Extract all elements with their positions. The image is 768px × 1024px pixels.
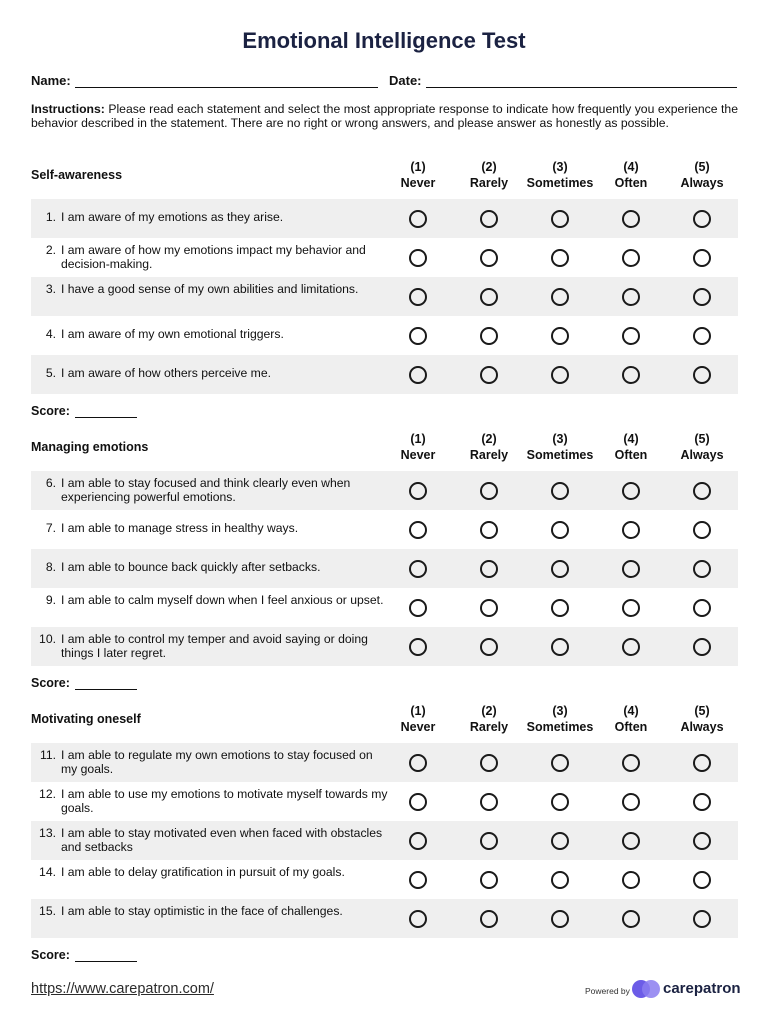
radio-option-2[interactable] — [480, 599, 498, 617]
question-row — [31, 238, 738, 277]
instructions-text: Please read each statement and select the most appropriate response to indicate how frequently you experience the behavior described in the statement. There are no right or wrong answers, and please answer as honestly as possible. — [31, 102, 738, 130]
scale-label: Often — [614, 176, 648, 190]
radio-option-1[interactable] — [409, 210, 427, 228]
radio-option-4[interactable] — [622, 288, 640, 306]
radio-option-4[interactable] — [622, 599, 640, 617]
score-label: Score: — [31, 676, 70, 690]
carepatron-brand: carepatron — [663, 980, 741, 997]
scale-number: (1) — [410, 704, 426, 718]
radio-option-5[interactable] — [693, 288, 711, 306]
scale-label: Never — [400, 176, 436, 190]
instructions — [31, 103, 738, 130]
radio-option-1[interactable] — [409, 560, 427, 578]
radio-option-4[interactable] — [622, 210, 640, 228]
scale-header-3 — [520, 703, 600, 735]
scale-header-3 — [520, 159, 600, 191]
question-text: I have a good sense of my own abilities and limitations. — [61, 282, 359, 296]
radio-option-3[interactable] — [551, 288, 569, 306]
scale-header-5 — [662, 703, 742, 735]
question-number: 15. — [39, 904, 56, 918]
scale-header-5 — [662, 159, 742, 191]
radio-option-1[interactable] — [409, 638, 427, 656]
radio-option-2[interactable] — [480, 832, 498, 850]
question-number: 14. — [39, 865, 56, 879]
question-text: I am able to delay gratification in pursuit of my goals. — [61, 865, 345, 879]
score-line[interactable] — [75, 949, 137, 962]
radio-option-3[interactable] — [551, 366, 569, 384]
scale-header-1 — [378, 431, 458, 463]
scale-number: (4) — [623, 432, 639, 446]
scale-header-4 — [591, 431, 671, 463]
radio-option-2[interactable] — [480, 793, 498, 811]
scale-header-1 — [378, 703, 458, 735]
score-line[interactable] — [75, 677, 137, 690]
radio-option-2[interactable] — [480, 210, 498, 228]
radio-option-4[interactable] — [622, 521, 640, 539]
radio-option-3[interactable] — [551, 560, 569, 578]
question-row — [31, 743, 738, 782]
scale-number: (3) — [552, 432, 568, 446]
question-row — [31, 549, 738, 588]
scale-number: (2) — [481, 704, 497, 718]
question-text: I am able to stay motivated even when faced with obstacles and setbacks — [61, 826, 383, 854]
radio-option-3[interactable] — [551, 599, 569, 617]
question-text: I am able to calm myself down when I feel anxious or upset. — [61, 593, 384, 607]
powered-by-text: Powered by — [585, 986, 630, 996]
page-title: Emotional Intelligence Test — [242, 28, 526, 53]
scale-label: Rarely — [469, 448, 509, 462]
radio-option-3[interactable] — [551, 210, 569, 228]
radio-option-1[interactable] — [409, 754, 427, 772]
question-row — [31, 316, 738, 355]
name-line[interactable] — [75, 72, 378, 88]
question-number: 6. — [45, 476, 56, 490]
radio-option-5[interactable] — [693, 560, 711, 578]
section-title: Managing emotions — [31, 440, 149, 454]
carepatron-logo-icon — [631, 979, 661, 999]
score-field[interactable] — [31, 676, 137, 690]
scale-label: Sometimes — [526, 720, 594, 734]
scale-number: (5) — [694, 432, 710, 446]
header-fields — [31, 72, 738, 90]
scale-label: Never — [400, 720, 436, 734]
score-field[interactable] — [31, 404, 137, 418]
question-number: 5. — [45, 366, 56, 380]
radio-option-2[interactable] — [480, 638, 498, 656]
radio-option-3[interactable] — [551, 482, 569, 500]
question-text: I am able to manage stress in healthy ways. — [61, 521, 299, 535]
radio-option-4[interactable] — [622, 754, 640, 772]
scale-label: Sometimes — [526, 176, 594, 190]
question-row — [31, 860, 738, 899]
radio-option-3[interactable] — [551, 327, 569, 345]
scale-number: (4) — [623, 704, 639, 718]
radio-option-5[interactable] — [693, 871, 711, 889]
radio-option-2[interactable] — [480, 560, 498, 578]
radio-option-3[interactable] — [551, 638, 569, 656]
radio-option-4[interactable] — [622, 366, 640, 384]
question-number: 2. — [45, 243, 56, 257]
question-number: 4. — [45, 327, 56, 341]
radio-option-2[interactable] — [480, 288, 498, 306]
question-text: I am able to control my temper and avoid saying or doing things I later regret. — [61, 632, 368, 660]
radio-option-2[interactable] — [480, 366, 498, 384]
score-field[interactable] — [31, 948, 137, 962]
radio-option-2[interactable] — [480, 249, 498, 267]
radio-option-3[interactable] — [551, 871, 569, 889]
instructions-label: Instructions: — [31, 102, 105, 116]
radio-option-4[interactable] — [622, 249, 640, 267]
question-row — [31, 899, 738, 938]
question-text: I am able to regulate my own emotions to stay focused on my goals. — [61, 748, 373, 776]
score-label: Score: — [31, 948, 70, 962]
question-number: 1. — [45, 210, 56, 224]
radio-option-1[interactable] — [409, 521, 427, 539]
question-number: 13. — [39, 826, 56, 840]
question-number: 8. — [45, 560, 56, 574]
radio-option-1[interactable] — [409, 288, 427, 306]
section-title: Self-awareness — [31, 168, 123, 182]
question-text: I am aware of my own emotional triggers. — [61, 327, 284, 341]
scale-header-5 — [662, 431, 742, 463]
score-line[interactable] — [75, 405, 137, 418]
scale-label: Often — [614, 448, 648, 462]
scale-number: (3) — [552, 160, 568, 174]
radio-option-3[interactable] — [551, 754, 569, 772]
scale-number: (5) — [694, 704, 710, 718]
question-row — [31, 355, 738, 394]
radio-option-5[interactable] — [693, 366, 711, 384]
radio-option-5[interactable] — [693, 327, 711, 345]
radio-option-5[interactable] — [693, 793, 711, 811]
date-label: Date: — [389, 73, 422, 88]
radio-option-5[interactable] — [693, 482, 711, 500]
radio-option-4[interactable] — [622, 871, 640, 889]
radio-option-4[interactable] — [622, 910, 640, 928]
scale-header-2 — [449, 159, 529, 191]
question-number: 10. — [39, 632, 56, 646]
radio-option-5[interactable] — [693, 910, 711, 928]
radio-option-5[interactable] — [693, 599, 711, 617]
radio-option-2[interactable] — [480, 871, 498, 889]
radio-option-5[interactable] — [693, 832, 711, 850]
radio-option-2[interactable] — [480, 521, 498, 539]
scale-label: Rarely — [469, 176, 509, 190]
scale-label: Always — [680, 720, 724, 734]
name-field[interactable] — [31, 72, 378, 88]
radio-option-1[interactable] — [409, 482, 427, 500]
question-row — [31, 277, 738, 316]
radio-option-5[interactable] — [693, 521, 711, 539]
radio-option-3[interactable] — [551, 832, 569, 850]
scale-number: (2) — [481, 160, 497, 174]
radio-option-4[interactable] — [622, 832, 640, 850]
date-field[interactable] — [389, 72, 737, 88]
radio-option-3[interactable] — [551, 793, 569, 811]
scale-label: Never — [400, 448, 436, 462]
radio-option-1[interactable] — [409, 327, 427, 345]
radio-option-1[interactable] — [409, 871, 427, 889]
question-row — [31, 782, 738, 821]
question-number: 3. — [45, 282, 56, 296]
question-row — [31, 510, 738, 549]
score-label: Score: — [31, 404, 70, 418]
scale-label: Always — [680, 448, 724, 462]
scale-label: Often — [614, 720, 648, 734]
radio-option-1[interactable] — [409, 249, 427, 267]
question-number: 9. — [45, 593, 56, 607]
radio-option-4[interactable] — [622, 482, 640, 500]
scale-number: (1) — [410, 160, 426, 174]
question-number: 12. — [39, 787, 56, 801]
name-label: Name: — [31, 73, 71, 88]
scale-label: Sometimes — [526, 448, 594, 462]
radio-option-5[interactable] — [693, 638, 711, 656]
question-text: I am aware of how my emotions impact my behavior and decision-making. — [61, 243, 366, 271]
radio-option-2[interactable] — [480, 910, 498, 928]
radio-option-3[interactable] — [551, 521, 569, 539]
radio-option-5[interactable] — [693, 249, 711, 267]
question-text: I am able to stay optimistic in the face of challenges. — [61, 904, 343, 918]
question-text: I am aware of my emotions as they arise. — [61, 210, 284, 224]
radio-option-1[interactable] — [409, 366, 427, 384]
scale-number: (5) — [694, 160, 710, 174]
scale-number: (3) — [552, 704, 568, 718]
scale-header-3 — [520, 431, 600, 463]
scale-header-2 — [449, 431, 529, 463]
date-line[interactable] — [426, 72, 737, 88]
question-row — [31, 471, 738, 510]
section-title: Motivating oneself — [31, 712, 141, 726]
radio-option-1[interactable] — [409, 599, 427, 617]
question-row — [31, 627, 738, 666]
carepatron-link[interactable]: https://www.carepatron.com/ — [31, 981, 214, 997]
scale-header-2 — [449, 703, 529, 735]
radio-option-4[interactable] — [622, 327, 640, 345]
radio-option-1[interactable] — [409, 832, 427, 850]
question-text: I am aware of how others perceive me. — [61, 366, 271, 380]
scale-number: (2) — [481, 432, 497, 446]
scale-number: (4) — [623, 160, 639, 174]
question-text: I am able to stay focused and think clearly even when experiencing powerful emotions. — [61, 476, 351, 504]
scale-label: Rarely — [469, 720, 509, 734]
scale-header-4 — [591, 703, 671, 735]
question-number: 11. — [39, 748, 56, 762]
question-text: I am able to use my emotions to motivate myself towards my goals. — [61, 787, 388, 815]
question-text: I am able to bounce back quickly after setbacks. — [61, 560, 321, 574]
question-row — [31, 199, 738, 238]
scale-number: (1) — [410, 432, 426, 446]
radio-option-2[interactable] — [480, 482, 498, 500]
scale-header-4 — [591, 159, 671, 191]
radio-option-3[interactable] — [551, 910, 569, 928]
radio-option-4[interactable] — [622, 793, 640, 811]
radio-option-5[interactable] — [693, 210, 711, 228]
radio-option-1[interactable] — [409, 910, 427, 928]
radio-option-1[interactable] — [409, 793, 427, 811]
radio-option-4[interactable] — [622, 638, 640, 656]
radio-option-4[interactable] — [622, 560, 640, 578]
radio-option-3[interactable] — [551, 249, 569, 267]
scale-header-1 — [378, 159, 458, 191]
scale-label: Always — [680, 176, 724, 190]
radio-option-2[interactable] — [480, 754, 498, 772]
radio-option-5[interactable] — [693, 754, 711, 772]
question-row — [31, 821, 738, 860]
question-row — [31, 588, 738, 627]
radio-option-2[interactable] — [480, 327, 498, 345]
question-number: 7. — [45, 521, 56, 535]
